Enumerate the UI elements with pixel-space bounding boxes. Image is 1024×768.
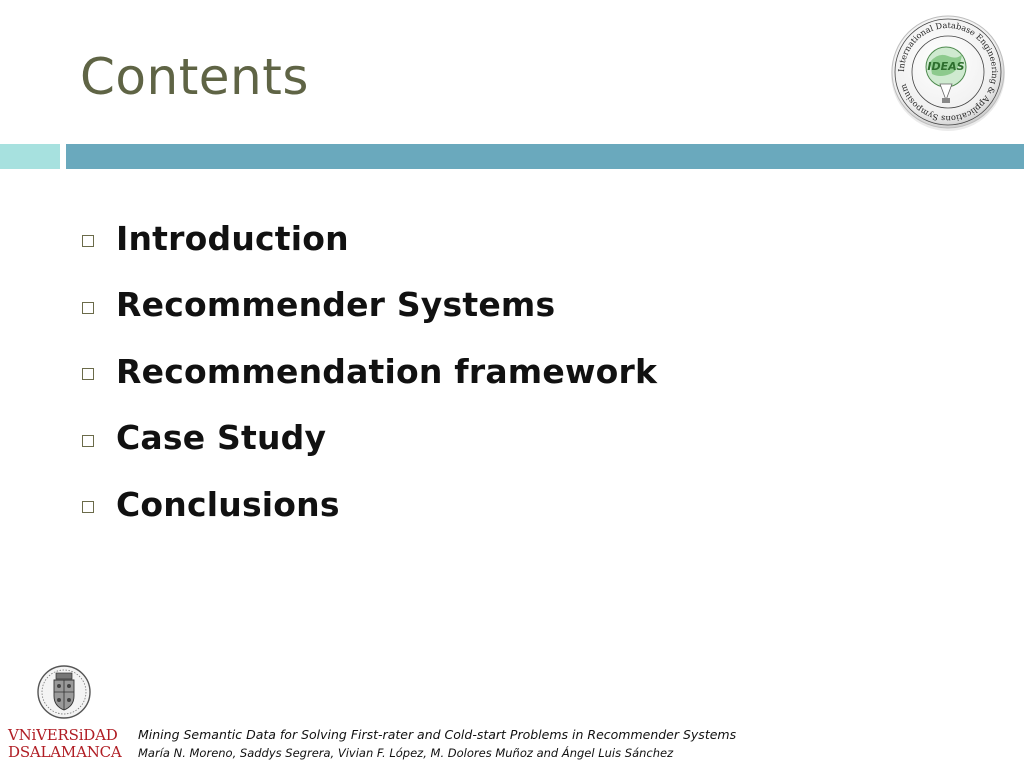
university-crest-icon <box>36 664 92 720</box>
bullet-label: Conclusions <box>116 484 340 524</box>
square-bullet-icon <box>82 435 94 447</box>
footer-title: Mining Semantic Data for Solving First-rater and Cold-start Problems in Recommender Systems <box>138 727 737 742</box>
seal-ring-text: International Database Engineering & Applications Symposium <box>895 19 1001 125</box>
bullet-label: Case Study <box>116 418 327 458</box>
footer <box>138 726 736 762</box>
bullet-item <box>80 338 657 405</box>
bullet-item <box>80 405 657 472</box>
slide-title: Contents <box>80 48 309 106</box>
bullet-item <box>80 205 657 272</box>
bullet-item <box>80 471 657 538</box>
university-logo-line2: DSALAMANCA <box>8 743 122 761</box>
seal-center-text: IDEAS <box>927 60 965 73</box>
bullet-label: Introduction <box>116 218 349 258</box>
square-bullet-icon <box>82 501 94 513</box>
header-band-right <box>66 144 1024 169</box>
square-bullet-icon <box>82 302 94 314</box>
ideas-seal-logo <box>888 12 1008 132</box>
bullet-label: Recommender Systems <box>116 285 556 325</box>
bullet-list <box>80 205 657 538</box>
bullet-item <box>80 272 657 339</box>
bullet-label: Recommendation framework <box>116 351 658 391</box>
university-logo-line1: VNiVERSiDAD <box>8 726 118 744</box>
square-bullet-icon <box>82 368 94 380</box>
university-logo-text <box>8 727 122 761</box>
footer-authors: María N. Moreno, Saddys Segrera, Vivian F. López, M. Dolores Muñoz and Ángel Luis Sánchez <box>138 746 674 760</box>
header-band-left <box>0 144 60 169</box>
square-bullet-icon <box>82 235 94 247</box>
